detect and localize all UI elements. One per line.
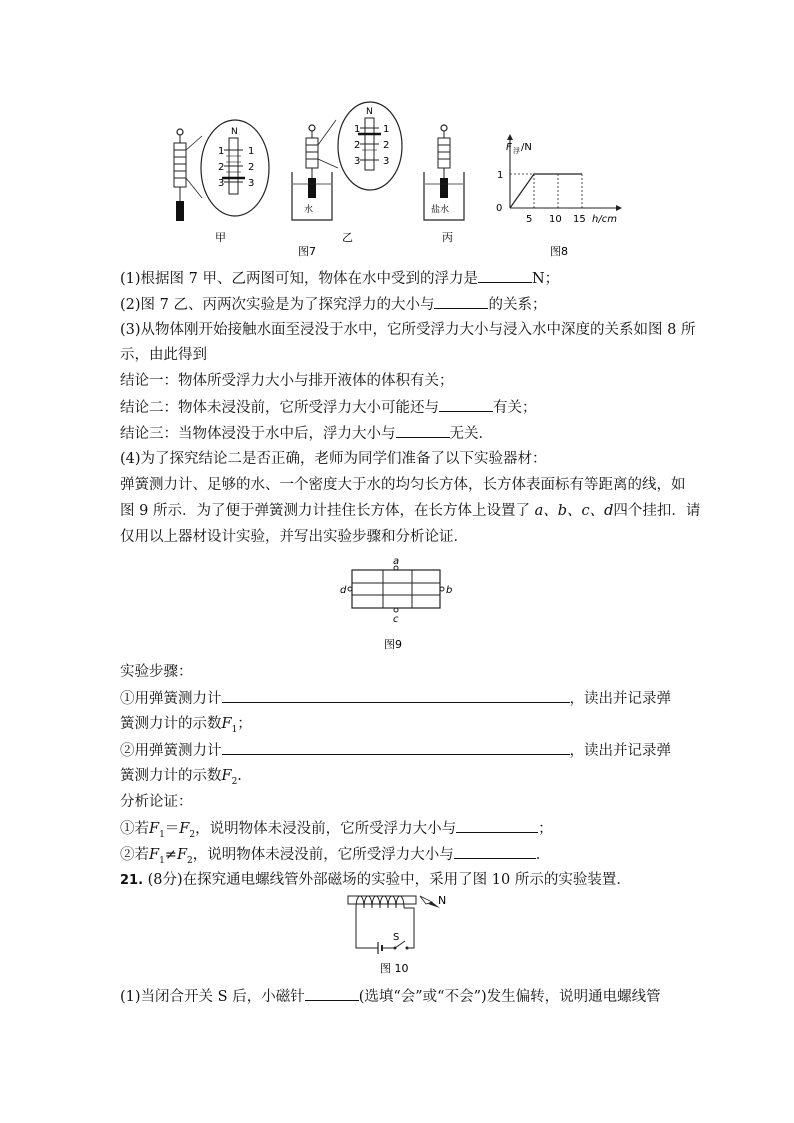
analysis-2-f2: F (176, 847, 188, 863)
analysis-2-end: ． (535, 847, 551, 863)
label-jia: 甲 (215, 231, 226, 244)
dial-tick-yi-r1: 1 (383, 124, 390, 135)
needle-n-label: N (438, 894, 447, 907)
ylabel-sub: 浮 (513, 147, 520, 155)
analysis-2-line (120, 844, 550, 871)
dial-tick-jia-r1: 1 (248, 146, 255, 157)
magnetic-needle (420, 896, 440, 908)
label-yi: 乙 (342, 231, 353, 244)
spring-scale-yi (306, 125, 318, 198)
step-1-blank[interactable] (222, 688, 570, 703)
q2-text: (2)图 7 乙、丙两次实验是为了探究浮力的大小与 (120, 297, 435, 313)
conclusion-2-blank[interactable] (439, 397, 493, 412)
q2-answer-blank[interactable] (434, 294, 488, 309)
dial-tick-yi-r3: 3 (383, 156, 390, 167)
q4-line4: 仅用以上器材设计实验，并写出实验步骤和分析论证． (120, 529, 468, 545)
q21-sub1-text: (1)当闭合开关 S 后，小磁针 (120, 989, 305, 1005)
dial-unit-yi: N (366, 107, 373, 117)
conclusion-1: 结论一：物体所受浮力大小与排开液体的体积有关； (120, 373, 454, 389)
step-1-cont-text: 簧测力计的示数 (120, 716, 222, 732)
q4-hook-letters: a、b、c、d (534, 503, 614, 519)
scale-dial-jia (186, 120, 269, 216)
step-1-end: ，读出并记录弹 (569, 691, 671, 707)
y-tick-1: 1 (497, 170, 504, 181)
dial-tick-jia-l3: 3 (218, 178, 225, 189)
x-tick-10: 10 (549, 214, 562, 225)
q2-line (120, 294, 546, 315)
step-1-symbol: F (221, 716, 232, 732)
figure-7-8 (160, 98, 640, 260)
cuboid-outline (352, 570, 440, 608)
hook-b (440, 587, 444, 591)
liquid-water-label: 水 (304, 205, 314, 215)
origin-label: 0 (496, 203, 503, 214)
step-2-blank[interactable] (222, 740, 570, 755)
conclusion-2-text: 结论二：物体未浸没前，它所受浮力大小可能还与 (120, 400, 439, 416)
step-2-symbol: F (221, 768, 232, 784)
analysis-2-f2-sub: 2 (187, 855, 193, 866)
q3-line2: 示，由此得到 (120, 347, 207, 363)
step-2-line (120, 740, 671, 761)
hook-c-label: c (393, 614, 399, 625)
q4-line3-c: 四个挂扣．请 (613, 503, 701, 519)
ylabel-unit: /N (521, 142, 532, 153)
step-1-symbol-sub: 1 (231, 724, 238, 735)
q21-text: (8分)在探究通电螺线管外部磁场的实验中，采用了图 10 所示的实验装置． (147, 872, 631, 888)
step-2-cont (120, 766, 242, 792)
analysis-title: 分析论证： (120, 794, 193, 810)
q4-line3-a: 图 9 所示．为了便于弹簧测力计挂住长方体，在长方体上设置了 (120, 503, 530, 519)
hook-d-label: d (340, 585, 347, 596)
wire-right (404, 908, 414, 948)
figure-7-caption: 图7 (298, 245, 316, 258)
conclusion-3-blank[interactable] (396, 423, 450, 438)
q21-sub1-line (120, 986, 661, 1007)
step-2-cont-text: 簧测力计的示数 (120, 768, 222, 784)
q1-answer-blank[interactable] (478, 268, 532, 283)
steps-title: 实验步骤： (120, 664, 193, 680)
dial-tick-yi-l1: 1 (354, 124, 361, 135)
analysis-1-if: ①若 (120, 821, 149, 837)
q1-line (120, 268, 559, 289)
analysis-2-f1-sub: 1 (159, 855, 165, 866)
buoyancy-series-line (510, 174, 582, 208)
conclusion-2-end: 有关； (493, 400, 537, 416)
analysis-1-end: ； (538, 821, 553, 837)
figure-9-caption: 图9 (384, 638, 402, 651)
q1-text: (1)根据图 7 甲、乙两图可知，物体在水中受到的浮力是 (120, 271, 478, 287)
analysis-1-line (120, 818, 553, 845)
figure-8-chart (496, 134, 622, 258)
scale-dial-yi (318, 102, 402, 190)
q4-line2: 弹簧测力计、足够的水、一个密度大于水的均匀长方体，长方体表面标有等距离的线，如 (120, 477, 686, 493)
analysis-2-op: ≠ (164, 847, 177, 863)
analysis-2-text: ，说明物体未浸没前，它所受浮力大小与 (192, 847, 454, 863)
figure-9 (338, 556, 458, 652)
analysis-1-f2-sub: 2 (189, 829, 196, 840)
step-2-symbol-sub: 2 (231, 776, 238, 787)
figure-10 (342, 890, 452, 974)
xlabel: h/cm (592, 214, 617, 225)
figure-8-caption: 图8 (550, 245, 568, 258)
q4-line3 (120, 501, 700, 521)
liquid-saltwater-label: 盐水 (431, 205, 450, 215)
q21-sub1-blank[interactable] (305, 986, 359, 1001)
q21-number: 21. (120, 873, 144, 888)
analysis-2-if: ②若 (120, 847, 149, 863)
ylabel-main: F (506, 142, 512, 153)
step-1-cont-end: ； (237, 716, 252, 732)
analysis-1-f2: F (179, 821, 190, 837)
dial-tick-jia-r2: 2 (248, 162, 255, 173)
dial-tick-jia-r3: 3 (248, 178, 255, 189)
q3-line1: (3)从物体刚开始接触水面至浸没于水中，它所受浮力大小与浸入水中深度的关系如图 8 所 (120, 322, 696, 338)
dial-tick-yi-l2: 2 (354, 140, 361, 151)
q1-unit: N； (531, 271, 560, 287)
analysis-2-f1: F (149, 847, 160, 863)
conclusion-2-line (120, 397, 537, 418)
hook-d (348, 587, 352, 591)
spring-scale-bing (438, 125, 450, 198)
conclusion-3-end: 无关． (449, 426, 493, 442)
conclusion-3-line (120, 423, 493, 444)
wire-left (356, 908, 378, 948)
q2-text-end: 的关系； (488, 297, 547, 313)
analysis-1-op: ＝ (164, 821, 180, 837)
step-1-line (120, 688, 671, 709)
step-1-text: ①用弹簧测力计 (120, 691, 222, 707)
analysis-1-text: ，说明物体未浸没前，它所受浮力大小与 (195, 821, 457, 837)
q21-sub1-end: (选填“会”或“不会”)发生偏转，说明通电螺线管 (358, 989, 661, 1005)
x-tick-15: 15 (573, 214, 586, 225)
x-tick-5: 5 (526, 214, 533, 225)
analysis-1-f1-sub: 1 (159, 829, 165, 840)
step-2-end: ，读出并记录弹 (569, 743, 671, 759)
hook-b-label: b (446, 585, 453, 596)
switch-label: S (393, 932, 400, 943)
label-bing: 丙 (442, 231, 453, 244)
conclusion-3-text: 结论三：当物体浸没于水中后，浮力大小与 (120, 426, 396, 442)
analysis-2-blank[interactable] (454, 844, 536, 859)
analysis-1-f1: F (149, 821, 160, 837)
analysis-1-blank[interactable] (456, 818, 538, 833)
dial-tick-yi-l3: 3 (354, 156, 361, 167)
dial-tick-jia-l1: 1 (218, 146, 225, 157)
q21-line (120, 870, 631, 891)
dial-unit-jia: N (231, 127, 238, 137)
dial-tick-yi-r2: 2 (383, 140, 390, 151)
dial-tick-jia-l2: 2 (218, 162, 225, 173)
spring-scale-jia (174, 129, 186, 221)
step-2-text: ②用弹簧测力计 (120, 743, 222, 759)
step-2-cont-end: . (237, 768, 242, 784)
step-1-cont (120, 714, 252, 740)
q4-line1: (4)为了探究结论二是否正确，老师为同学们准备了以下实验器材： (120, 451, 547, 467)
hook-a-label: a (393, 556, 400, 567)
figure-10-caption: 图 10 (380, 962, 409, 974)
